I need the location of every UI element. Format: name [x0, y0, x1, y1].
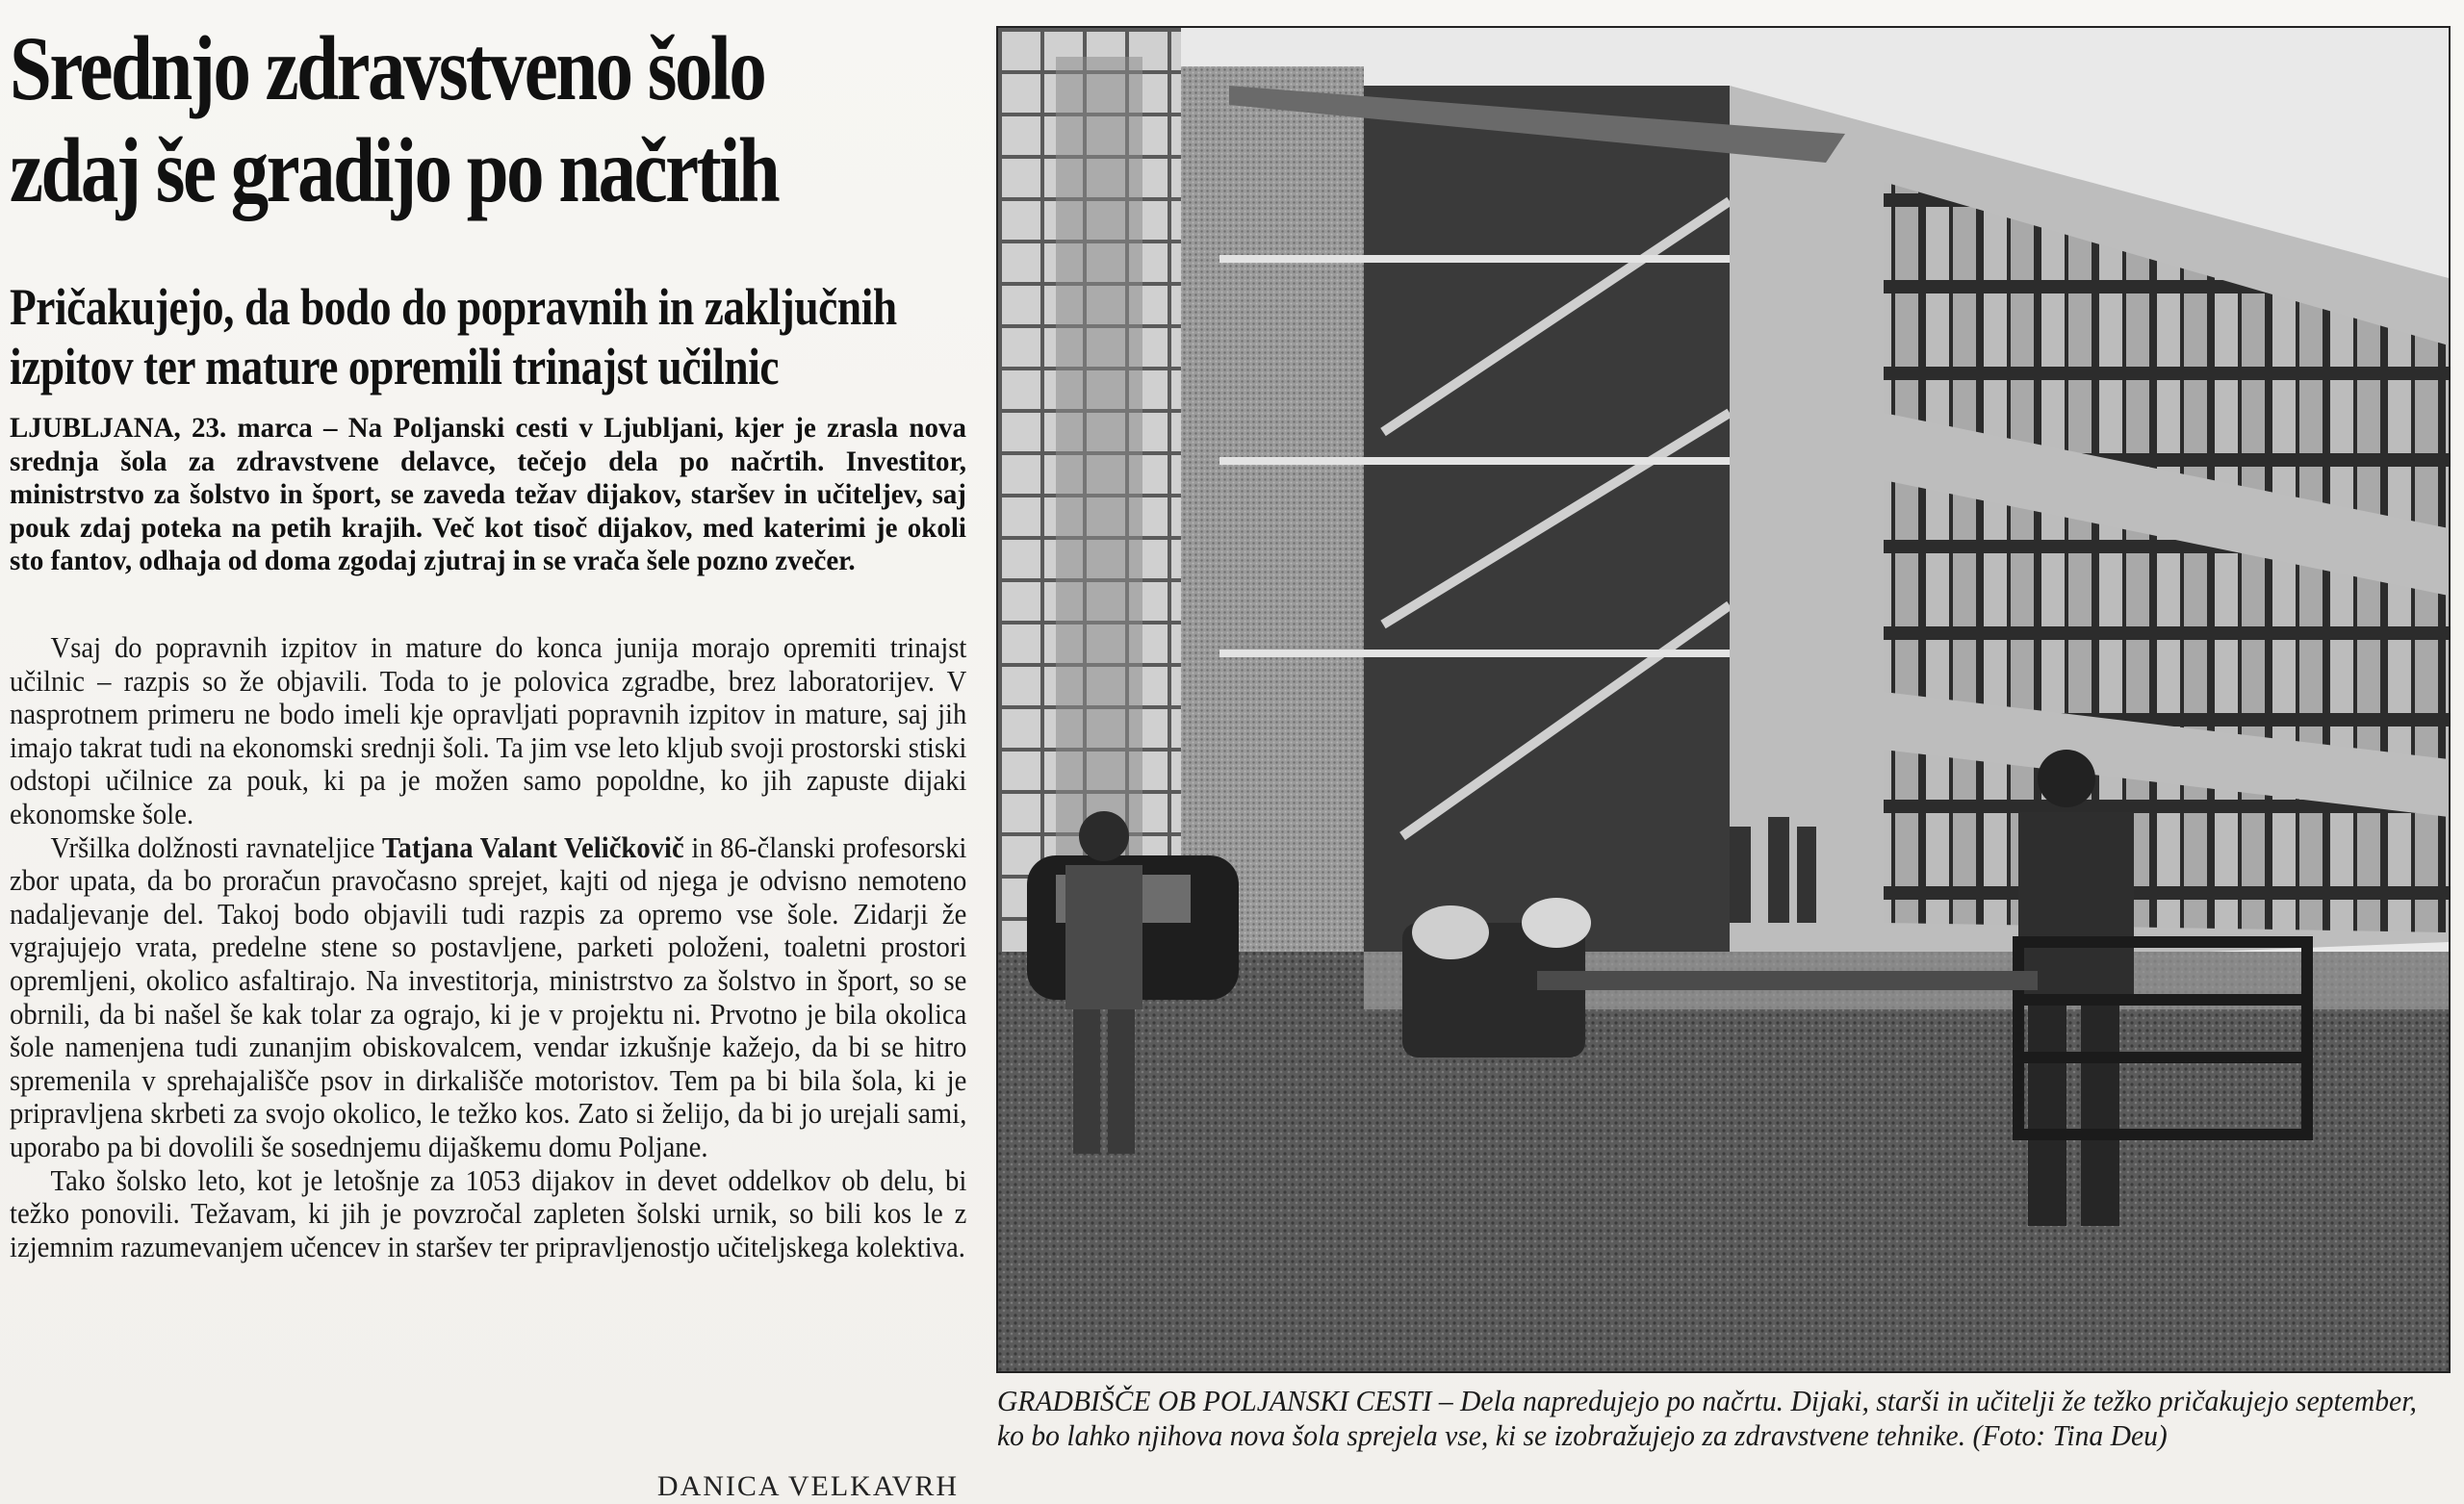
article-subheadline: Pričakujejo, da bodo do popravnih in zaključnih izpitov ter mature opremili trinajst učilnic — [10, 278, 897, 395]
paragraph-2-intro: Vršilka dolžnosti ravnateljice — [50, 829, 382, 864]
article-body — [10, 631, 966, 1263]
caption-heading: GRADBIŠČE OB POLJANSKI CESTI — [997, 1384, 1432, 1417]
construction-photo — [996, 26, 2451, 1373]
pedestrians — [1730, 817, 1816, 923]
body-paragraph-3: Tako šolsko leto, kot je letošnje za 1053 dijakov in devet oddelkov ob delu, bi težko ponovili. Težavam, ki jih je povzročal zapleten šolski urnik, so bili kos le z izjemnim razumevanjem učencev in staršev ter pripravljenostjo učiteljskega kolektiva. — [10, 1162, 967, 1263]
stair-tower — [1181, 66, 1364, 971]
article-column — [10, 17, 967, 1502]
principal-name: Tatjana Valant Veličkovič — [381, 829, 684, 864]
headline-line-1: Srednjo zdravstveno šolo — [10, 17, 765, 119]
article-lead: LJUBLJANA, 23. marca – Na Poljanski cesti v Ljubljani, kjer je zrasla nova srednja šola za zdravstvene delavce, tečejo dela po načrtih. Investitor, ministrstvo za šolstvo in šport, se zaveda težav dijakov, staršev in učiteljev, saj pouk zdaj poteka na petih krajih. Več kot tisoč dijakov, med katerimi je okoli sto fantov, odhaja od doma zgodaj zjutraj in se vrača šele pozno zvečer. — [10, 412, 966, 576]
caption-text: – Dela napredujejo po načrtu. Dijaki, starši in učitelji že težko pričakujejo september, ko bo lahko njihova nova šola sprejela vse, ki se izobražujejo za zdravstvene tehnike. (Foto: Tina Deu) — [997, 1384, 2417, 1452]
photo-caption — [997, 1384, 2450, 1453]
school-building-illustration — [998, 28, 2449, 1371]
paragraph-2-rest: in 86-članski profesorski zbor upata, da bo proračun pravočasno sprejet, kajti od njega je odvisno nemoteno nadaljevanje del. Takoj bodo objavili tudi razpis za opremo vse šole. Zidarji že vgrajujejo vrata, predelne stene so postavljene, parketi položeni, toaletni prostori opremljeni, okolico asfaltirajo. Na investitorja, ministrstvo za šolstvo in šport, so se obrnili, da bi našel še kak tolar za ograjo, ki je v projektu ni. Prvotno je bila okolica šole namenjena tudi zunanjim obiskovalcem, vendar izkušnje kažejo, da bi se hitro spremenila v sprehajališče psov in dirkališče motoristov. Tem pa bi bila šola, ki je pripravljena skrbeti za svojo okolico, le težko kos. Zato si želijo, da bi jo urejali sami, uporabo pa bi dovolili še sosednjemu dijaškemu domu Poljane. — [10, 829, 967, 1163]
body-paragraph-2 — [10, 831, 966, 1164]
plank — [1537, 971, 2038, 990]
headline-line-2: zdaj še gradijo po načrtih — [10, 119, 779, 221]
muddy-ground — [998, 952, 2449, 1371]
article-headline — [10, 17, 968, 221]
article-author: DANICA VELKAVRH — [656, 1470, 959, 1502]
body-paragraph-1: Vsaj do popravnih izpitov in mature do konca junija morajo opremiti trinajst učilnic – razpis so že objavili. Toda to je polovica zgradbe, brez laboratorijev. V nasprotnem primeru ne bodo imeli kje opravljati popravnih izpitov in mature, saj jih imajo takrat tudi na ekonomski srednji šoli. Ta jim vse leto kljub svoji prostorski stiski odstopi učilnice za pouk, ki pa je možen samo popoldne, ko jih zapuste dijaki ekonomske šole. — [10, 630, 967, 830]
